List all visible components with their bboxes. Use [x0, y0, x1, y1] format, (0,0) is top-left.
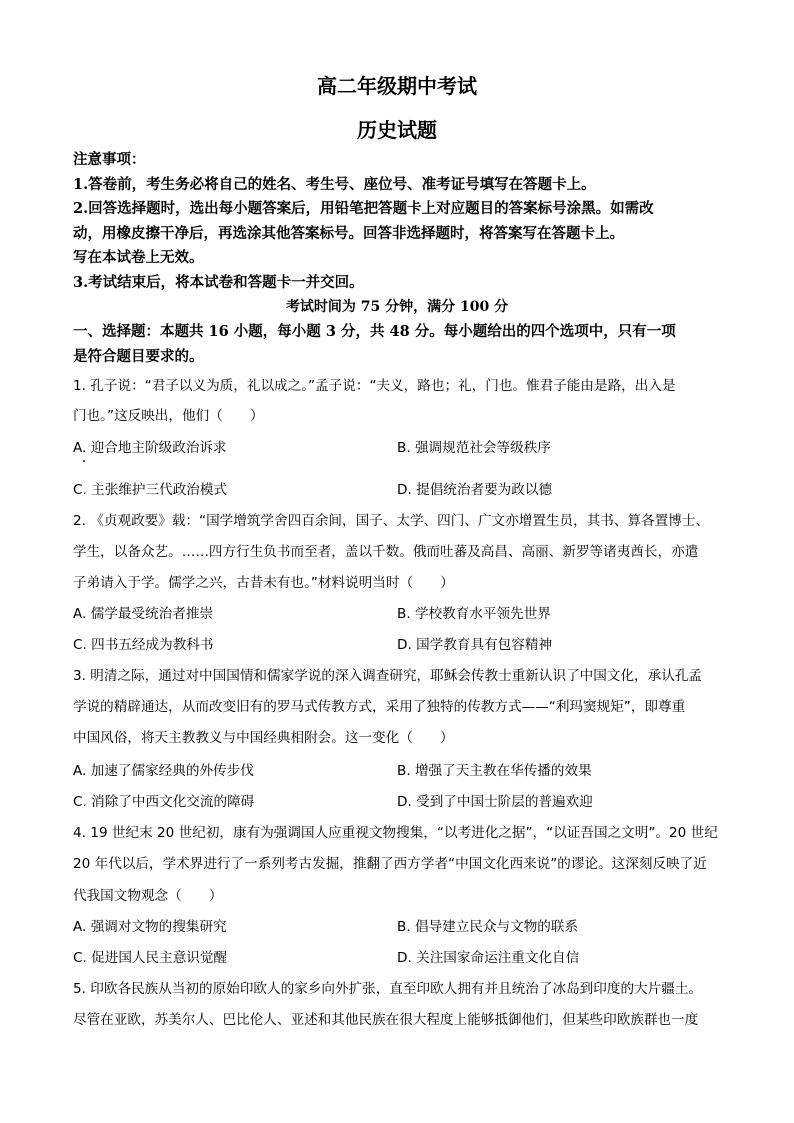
- question-4-option-d[interactable]: D. 关注国家命运注重文化自信: [397, 950, 580, 966]
- notes-heading: 注意事项：: [73, 151, 146, 168]
- question-2-line-3: 子弟请入于学。儒学之兴，古昔未有也。”材料说明当时（ ）: [73, 575, 454, 591]
- question-3-line-2: 学说的精辟通达，从而改变旧有的罗马式传教方式，采用了独特的传教方式——“利玛窦规矩”，即尊重: [73, 699, 686, 715]
- question-4-line-1: 4. 19 世纪末 20 世纪初，康有为强调国人应重视文物搜集，“以考进化之据”，“以证吾国之文明”。20 世纪: [73, 825, 718, 841]
- exam-title: 高二年级期中考试: [317, 74, 477, 98]
- question-3-option-d[interactable]: D. 受到了中国士阶层的普遍欢迎: [397, 794, 593, 810]
- exam-subtitle: 历史试题: [357, 118, 437, 142]
- stray-dot: [83, 460, 85, 462]
- question-2-line-1: 2. 《贞观政要》载：“国学增筑学舍四百余间，国子、太学、四门、广文亦增置生员，其书、算各置博士、: [73, 513, 710, 529]
- question-4-option-a[interactable]: A. 强调对文物的搜集研究: [73, 919, 227, 935]
- exam-info: 考试时间为 75 分钟，满分 100 分: [285, 299, 509, 315]
- question-3-option-b[interactable]: B. 增强了天主教在华传播的效果: [397, 763, 592, 779]
- question-2-option-c[interactable]: C. 四书五经成为教科书: [73, 637, 214, 653]
- question-4-line-3: 代我国文物观念（ ）: [73, 888, 223, 904]
- question-3-line-3: 中国风俗，将天主教教义与中国经典相附会。这一变化（ ）: [73, 730, 454, 746]
- question-1-option-b[interactable]: B. 强调规范社会等级秩序: [397, 440, 551, 456]
- question-2-option-b[interactable]: B. 学校教育水平领先世界: [397, 606, 551, 622]
- section-heading-line-1: 一、选择题：本题共 16 小题，每小题 3 分，共 48 分。每小题给出的四个选项中，只有一项: [73, 323, 676, 340]
- question-4-line-2: 20 年代以后，学术界进行了一系列考古发掘，推翻了西方学者“中国文化西来说”的谬论。这深刻反映了近: [73, 856, 707, 872]
- notes-line-5: 3.考试结束后，将本试卷和答题卡一并交回。: [73, 274, 364, 291]
- question-2-line-2: 学生，以备众艺。……四方行生负书而至者，盖以千数。俄而吐蕃及高昌、高丽、新罗等诸夷酋长，亦遣: [73, 544, 699, 560]
- question-5-line-1: 5. 印欧各民族从当初的原始印欧人的家乡向外扩张，直至印欧人拥有并且统治了冰岛到印度的大片疆土。: [73, 981, 703, 997]
- question-2-option-a[interactable]: A. 儒学最受统治者推崇: [73, 606, 214, 622]
- question-3-line-1: 3. 明清之际，通过对中国国情和儒家学说的深入调查研究，耶稣会传教士重新认识了中国文化，承认孔孟: [73, 668, 703, 684]
- section-heading-line-2: 是符合题目要求的。: [73, 348, 204, 365]
- question-4-option-c[interactable]: C. 促进国人民主意识觉醒: [73, 950, 228, 966]
- question-4-option-b[interactable]: B. 倡导建立民众与文物的联系: [397, 919, 579, 935]
- notes-line-1: 1.答卷前，考生务必将自己的姓名、考生号、座位号、准考证号填写在答题卡上。: [73, 176, 596, 193]
- question-1-option-c[interactable]: C. 主张维护三代政治模式: [73, 482, 228, 498]
- question-3-option-c[interactable]: C. 消除了中西文化交流的障碍: [73, 794, 255, 810]
- notes-line-4: 写在本试卷上无效。: [73, 249, 204, 266]
- question-1-option-a[interactable]: A. 迎合地主阶级政治诉求: [73, 440, 227, 456]
- question-1-line-2: 门也。”这反映出，他们（ ）: [73, 408, 264, 424]
- question-3-option-a[interactable]: A. 加速了儒家经典的外传步伐: [73, 763, 254, 779]
- question-5-line-2: 尽管在亚欧，苏美尔人、巴比伦人、亚述和其他民族在很大程度上能够抵御他们，但某些印欧族群也一度: [73, 1012, 699, 1028]
- question-1-option-d[interactable]: D. 提倡统治者要为政以德: [397, 482, 553, 498]
- question-1-line-1: 1. 孔子说：“君子以义为质，礼以成之。”孟子说：“夫义，路也；礼，门也。惟君子能由是路，出入是: [73, 378, 676, 394]
- notes-line-2: 2.回答选择题时，选出每小题答案后，用铅笔把答题卡上对应题目的答案标号涂黑。如需改: [73, 200, 654, 217]
- notes-line-3: 动，用橡皮擦干净后，再选涂其他答案标号。回答非选择题时，将答案写在答题卡上。: [73, 225, 624, 242]
- question-2-option-d[interactable]: D. 国学教育具有包容精神: [397, 637, 553, 653]
